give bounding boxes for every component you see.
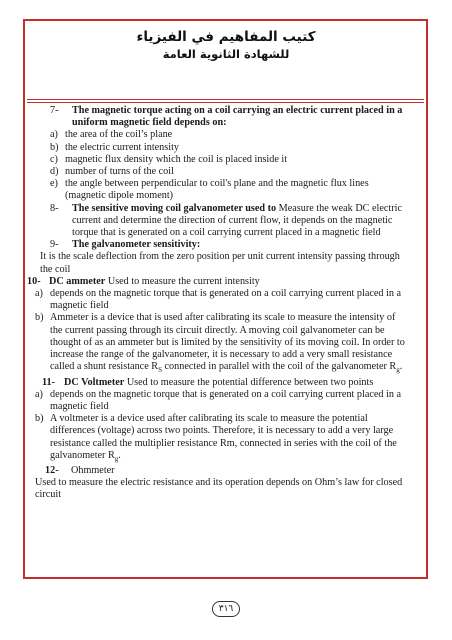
list-item: a) the area of the coil’s plane <box>50 129 173 141</box>
item-text: Measure the weak DC electric current and determine the direction of current flow, it depends on the magnetic torque that is generated on a coil carrying current placed in a magnetic field <box>72 202 402 239</box>
item-heading: The sensitive moving coil galvanometer used to <box>72 202 277 214</box>
list-item: c) magnetic flux density which the coil is placed inside it <box>50 153 288 165</box>
header-title: كتيب المفاهيم في الفيزياء <box>136 29 316 45</box>
item-heading: DC Voltmeter <box>64 376 125 388</box>
item-number: 7- <box>50 105 59 116</box>
list-item: a) depends on the magnetic torque that is generated on a coil carrying current placed in a magnetic field <box>35 288 402 312</box>
item-9 <box>50 239 405 251</box>
header-divider <box>27 99 424 104</box>
item-number: 10- <box>27 275 41 287</box>
item-7 <box>50 105 405 129</box>
list-item: b) Ammeter is a device that is used after calibrating its scale to measure the intensity of the current passing through its circuit directly. A moving coil galvanometer can be thought of as an ammeter but is limited by the sensitivity of its moving coil. In order to increase the range of the galvanometer, it is necessary to add a very small resistance called a shunt resistance $R_S$ connected in parallel with the coil of the galvanometer $R_g$. <box>35 312 405 375</box>
item-text: Used to measure the current intensity <box>107 275 260 287</box>
item-text: Used to measure the potential difference between two points <box>126 376 374 388</box>
item-number: 8- <box>50 202 59 214</box>
list-item: e) the angle between perpendicular to coil's plane and the magnetic flux lines (magnetic dipole moment) <box>50 178 369 202</box>
item-number: 12- <box>45 464 59 476</box>
item-heading: The galvanometer sensitivity: <box>72 239 201 251</box>
header-subtitle: للشهادة الثانوية العامة <box>162 47 290 61</box>
item-number: 11- <box>42 376 56 388</box>
item-number: 9- <box>50 239 59 251</box>
item-11 <box>42 377 405 389</box>
item-9-text: It is the scale deflection from the zero position per unit current intensity passing through the coil <box>40 251 400 275</box>
list-item: b) A voltmeter is a device used after calibrating its scale to measure the potential differences (voltage) across two points. Therefore, it is necessary to add a very large resistance called the multiplier resistance Rm, connected in series with the coil of the galvanometer $R_g$. <box>35 413 397 463</box>
page-header <box>0 28 452 62</box>
document-body <box>27 105 405 502</box>
page-number: ٣١٦ <box>212 601 240 617</box>
item-10 <box>27 276 405 288</box>
list-item: a) depends on the magnetic torque that is generated on a coil carrying current placed in a magnetic field <box>35 388 402 412</box>
item-heading: DC ammeter <box>49 275 106 287</box>
item-8 <box>50 203 405 240</box>
item-12 <box>45 465 405 477</box>
list-item: b) the electric current intensity <box>50 141 179 153</box>
item-7-options <box>50 129 405 202</box>
list-item: d) number of turns of the coil <box>50 166 174 178</box>
item-heading: The magnetic torque acting on a coil carrying an electric current placed in a uniform magnetic field depends on: <box>72 105 403 129</box>
item-12-text: Used to measure the electric resistance and its operation depends on Ohm’s law for closed circuit <box>35 477 403 501</box>
item-heading: Ohmmeter <box>71 464 115 476</box>
